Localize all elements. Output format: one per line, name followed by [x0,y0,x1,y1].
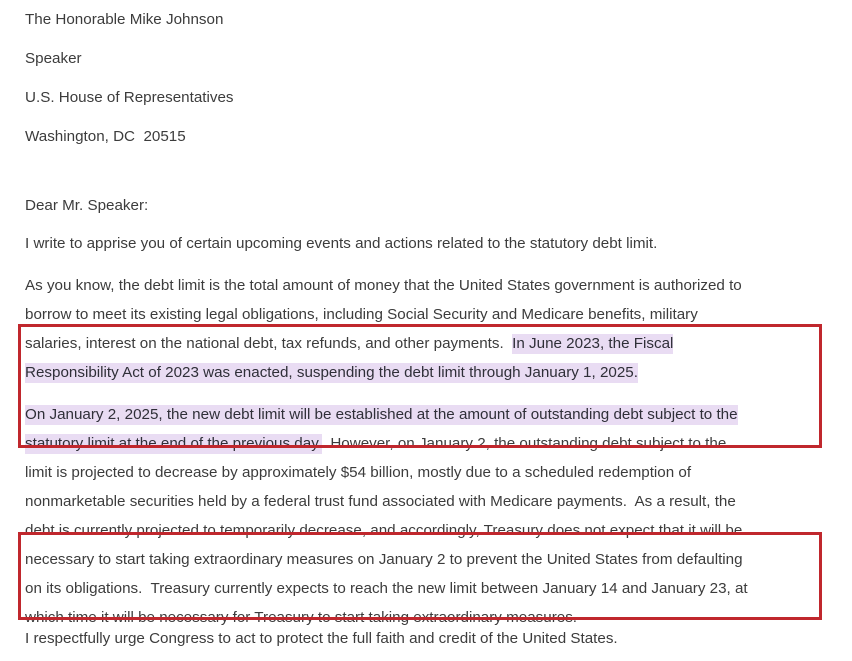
addressee-line-3: U.S. House of Representatives [25,89,234,106]
body-line-3 [25,329,825,358]
highlight-passage-2-part-1: On January 2, 2025, the new debt limit will be established at the amount of outstanding debt subject to the [25,406,738,423]
closing-line: I respectfully urge Congress to act to protect the full faith and credit of the United States. [25,630,618,647]
addressee-line-1: The Honorable Mike Johnson [25,11,224,28]
highlight-passage-2-part-2: statutory limit at the end of the previous day. [25,435,322,452]
paragraph-intro: I write to apprise you of certain upcoming events and actions related to the statutory debt limit. [25,235,658,252]
body-line-9: debt is currently projected to temporarily decrease, and accordingly, Treasury does not expect that it will be [25,522,743,539]
body-line-12: which time it will be necessary for Treasury to start taking extraordinary measures. [25,609,578,626]
body-line-10: necessary to start taking extraordinary measures on January 2 to prevent the United States from defaulting [25,551,743,568]
addressee-line-2: Speaker [25,50,82,67]
body-line-6 [25,429,825,458]
highlight-passage-1-part-2: Responsibility Act of 2023 was enacted, suspending the debt limit through January 1, 2025. [25,364,638,381]
paragraph-gap [25,387,825,400]
addressee-block [25,0,815,156]
body-block [25,271,825,632]
highlight-passage-1-part-1: In June 2023, the Fiscal [512,335,674,352]
body-line-1: As you know, the debt limit is the total amount of money that the United States government is authorized to [25,277,742,294]
addressee-line-4: Washington, DC 20515 [25,128,186,145]
body-line-2: borrow to meet its existing legal obligations, including Social Security and Medicare benefits, military [25,306,698,323]
salutation: Dear Mr. Speaker: [25,197,149,214]
body-line-7: limit is projected to decrease by approximately $54 billion, mostly due to a scheduled redemption of [25,464,692,481]
body-line-3-plain: salaries, interest on the national debt, tax refunds, and other payments. [25,335,513,352]
body-line-8: nonmarketable securities held by a federal trust fund associated with Medicare payments. As a result, the [25,493,736,510]
body-line-11: on its obligations. Treasury currently expects to reach the new limit between January 14 and January 23, at [25,580,748,597]
body-line-4 [25,358,825,387]
body-line-5 [25,400,825,429]
body-line-6-plain: However, on January 2, the outstanding debt subject to the [321,435,727,452]
